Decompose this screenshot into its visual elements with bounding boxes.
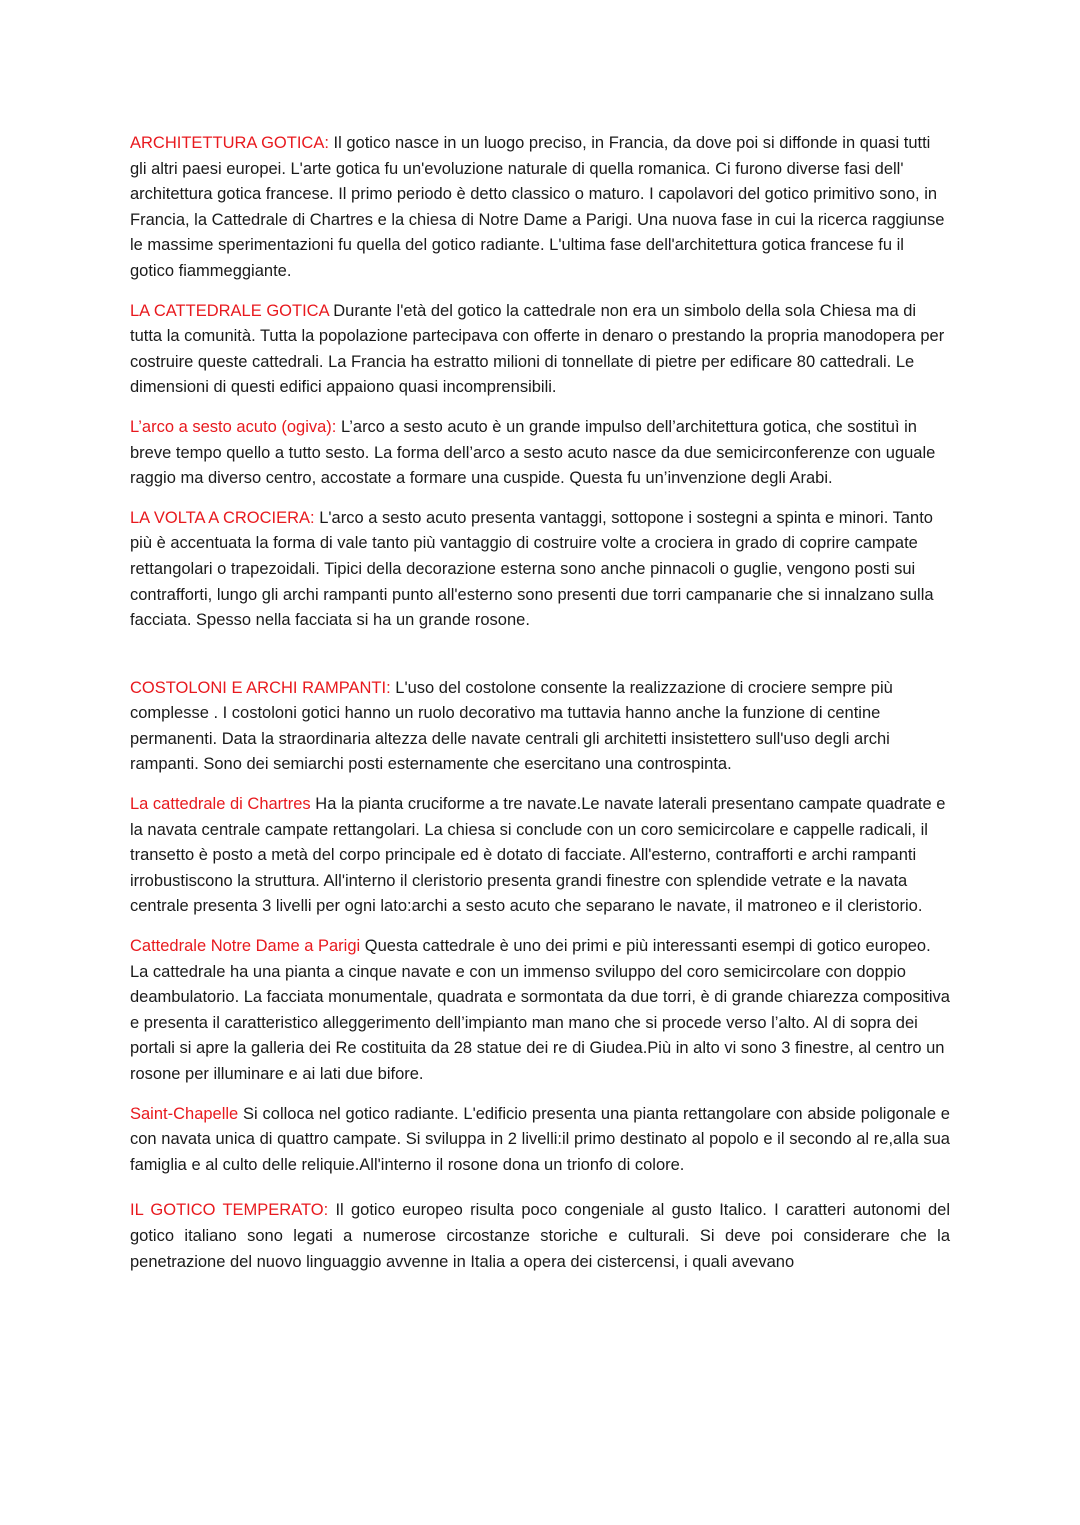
section-heading: LA VOLTA A CROCIERA: [130, 508, 315, 527]
section-body: Il gotico europeo risulta poco congeniale al gusto Italico. I caratteri autonomi del gotico italiano sono legati a numerose circostanze storiche e culturali. Si deve poi considerare che la penetrazione del nuovo linguaggio avvenne in Italia a opera dei cistercensi, i quali avevano [130, 1201, 951, 1271]
section-heading: Saint-Chapelle [130, 1104, 239, 1123]
section-architettura-gotica [130, 131, 950, 285]
section-volta-crociera [130, 506, 950, 634]
section-body: Si colloca nel gotico radiante. L'edificio presenta una pianta rettangolare con abside poligonale e con navata unica di quattro campate. Si sviluppa in 2 livelli:il primo destinato al popolo e il secondo al re,alla sua famiglia e al culto delle reliquie.All'interno il rosone dona un trionfo di colore. [130, 1104, 950, 1174]
section-body: L’arco a sesto acuto è un grande impulso dell’architettura gotica, che sostituì in breve tempo quello a tutto sesto. La forma dell’arco a sesto acuto nasce da due semicirconferenze con uguale raggio ma diverso centro, accostate a formare una cuspide. Questa fu un’invenzione degli Arabi. [130, 417, 936, 488]
section-body: Questa cattedrale è uno dei primi e più interessanti esempi di gotico europeo. La cattedrale ha una pianta a cinque navate e con un immenso sviluppo del coro semicircolare con doppio deambulatorio. La facciata monumentale, quadrata e sormontata da due torri, è di grande chiarezza compositiva e presenta il caratteristico alleggerimento dell’impianto man mano che si procede verso l’alto. Al di sopra dei portali si apre la galleria dei Re costituita da 28 statue dei re di Giudea.Più in alto vi sono 3 finestre, al centro un rosone per illuminare e ai lati due bifore. [130, 937, 950, 1083]
section-heading: COSTOLONI E ARCHI RAMPANTI: [130, 678, 391, 697]
section-heading: Cattedrale Notre Dame a Parigi [130, 937, 361, 956]
section-body: L'arco a sesto acuto presenta vantaggi, sottopone i sostegni a spinta e minori. Tanto più è accentuata la forma di vale tanto più vantaggio di costruire volte a crociera in grado di coprire campate rettangolari o trapezoidali. Tipici della decorazione esterna sono anche pinnacoli o guglie, vengono posti sui contrafforti, lungo gli archi rampanti punto all'esterno sono presenti due torri campanarie che si innalzano sulla facciata. Spesso nella facciata si ha un grande rosone. [130, 508, 934, 630]
section-cattedrale-chartres [130, 792, 950, 920]
section-heading: IL GOTICO TEMPERATO: [130, 1201, 329, 1220]
document-page [130, 131, 950, 1289]
section-body: L'uso del costolone consente la realizzazione di crociere sempre più complesse . I costoloni gotici hanno un ruolo decorativo ma tuttavia hanno anche la funzione di centine permanenti. Data la straordinaria altezza delle navate centrali gli architetti insistettero sull'uso degli archi rampanti. Sono dei semiarchi posti esternamente che esercitano una controspinta. [130, 678, 893, 774]
section-saint-chapelle [130, 1102, 950, 1179]
section-costoloni-archi-rampanti [130, 676, 950, 778]
section-heading: La cattedrale di Chartres [130, 795, 311, 814]
section-body: Durante l'età del gotico la cattedrale non era un simbolo della sola Chiesa ma di tutta la comunità. Tutta la popolazione partecipava con offerte in denaro o prestando la propria manodopera per costruire queste cattedrali. La Francia ha estratto milioni di tonnellate di pietre per edificare 80 cattedrali. Le dimensioni di questi edifici appaiono quasi incomprensibili. [130, 301, 945, 397]
section-notre-dame-parigi [130, 934, 950, 1088]
section-body: Ha la pianta cruciforme a tre navate.Le navate laterali presentano campate quadrate e la navata centrale campate rettangolari. La chiesa si conclude con un coro semicircolare e cappelle radicali, il transetto è posto a metà del corpo principale ed è dotato di facciate. All'esterno, contrafforti e archi rampanti irrobustiscono la struttura. All'interno il cleristorio presenta grandi finestre con splendide vetrate e la navata centrale presenta 3 livelli per ogni lato:archi a sesto acuto che separano le navate, il matroneo e il cleristorio. [130, 795, 946, 916]
section-arco-sesto-acuto [130, 415, 950, 492]
section-body: Il gotico nasce in un luogo preciso, in Francia, da dove poi si diffonde in quasi tutti gli altri paesi europei. L'arte gotica fu un'evoluzione naturale di quella romanica. Ci furono diverse fasi dell' architettura gotica francese. Il primo periodo è detto classico o maturo. I capolavori del gotico primitivo sono, in Francia, la Cattedrale di Chartres e la chiesa di Notre Dame a Parigi. Una nuova fase in cui la ricerca raggiunse le massime sperimentazioni fu quella del gotico radiante. L'ultima fase dell'architettura gotica francese fu il gotico fiammeggiante. [130, 134, 945, 280]
section-heading: LA CATTEDRALE GOTICA [130, 301, 329, 320]
section-gotico-temperato [130, 1198, 950, 1275]
section-heading: L’arco a sesto acuto (ogiva): [130, 417, 337, 436]
section-heading: ARCHITETTURA GOTICA: [130, 134, 329, 152]
section-cattedrale-gotica [130, 299, 950, 401]
